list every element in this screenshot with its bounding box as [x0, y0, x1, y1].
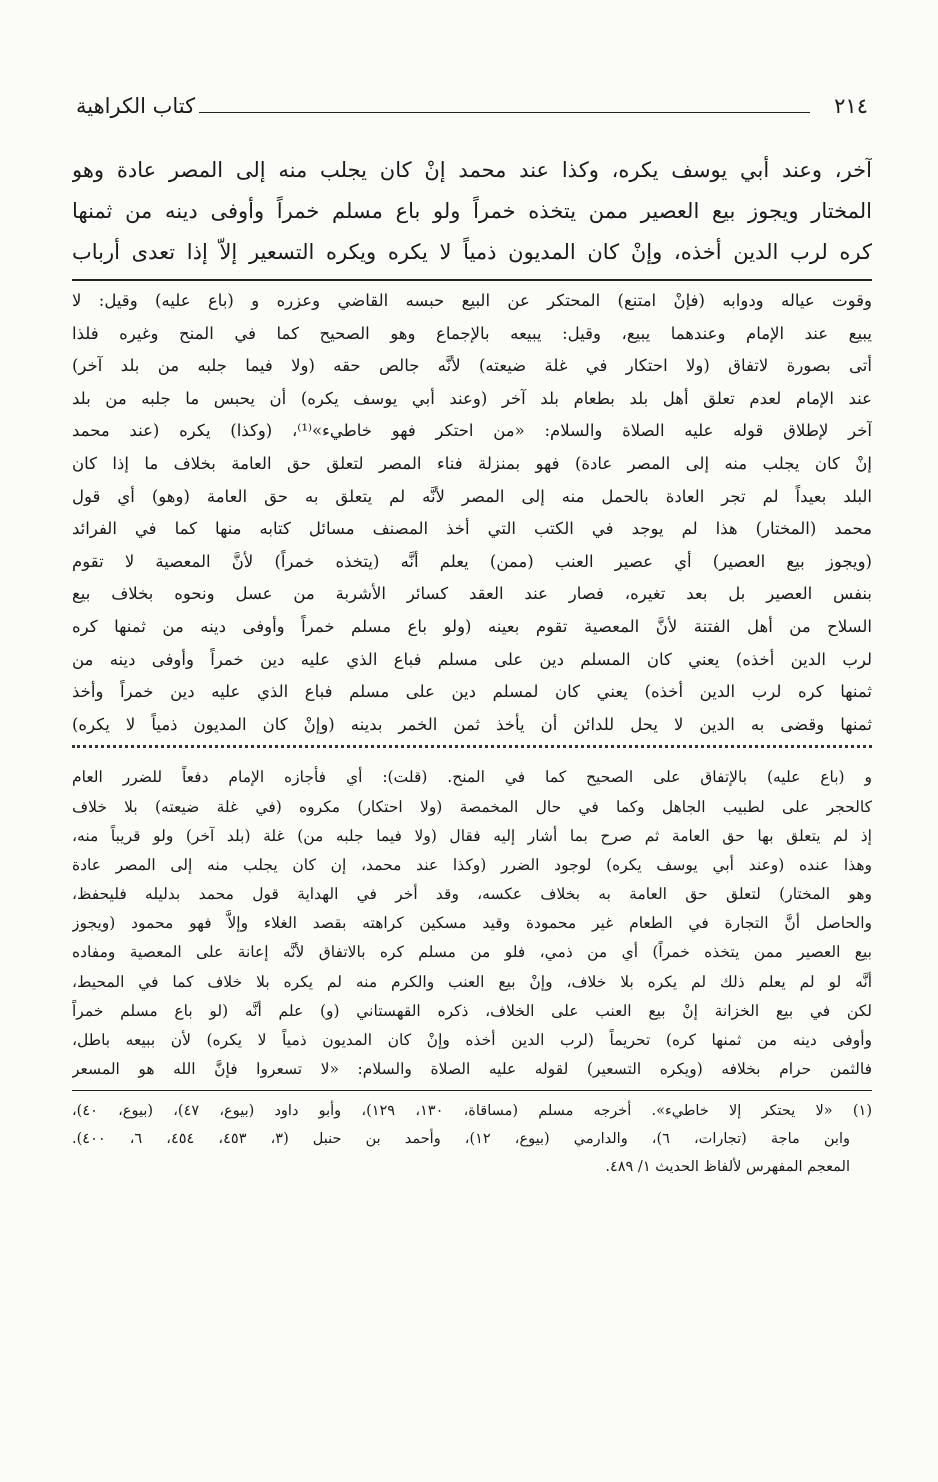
dotted-divider — [72, 741, 872, 763]
book-page — [72, 92, 872, 1181]
marginal-note-line: كالحجر على لطبيب الجاهل وكما في حال المخمصة (ولا احتكار) مكروه (في غلة ضيعته) بلا خلاف — [72, 797, 872, 816]
page-header — [72, 92, 872, 128]
commentary-line: آخر لإطلاق قوله عليه الصلاة والسلام: «من احتكر فهو خاطيء»⁽¹⁾، (وكذا) يكره (عند محمد — [72, 421, 872, 441]
marginal-note-line: و (باع عليه) بالإتفاق على الصحيح كما في المنح. (قلت): أي فأجازه الإمام دفعاً للضرر العام — [72, 768, 872, 787]
marginal-note-line: وهذا عنده (وعند أبي يوسف يكره) لوجود الضرر (وكذا عند محمد، إن كان يجلب منه إلى المصر عادة — [72, 855, 872, 874]
commentary-line: السلاح من أهل الفتنة لأنَّ المعصية تقوم بعينه (ولو باع مسلم خمراً وأوفى دينه من ثمنها كره — [72, 616, 872, 636]
main-text-divider — [72, 279, 872, 281]
marginal-notes — [72, 763, 872, 1084]
marginal-note-line: فالثمن حرام بخلافه (ويكره التسعير) لقوله عليه الصلاة والسلام: «لا تسعروا فإنَّ الله هو المسعر — [72, 1060, 872, 1079]
header-rule — [182, 112, 810, 113]
commentary-line: البلد بعيداً لم تجر العادة بالحمل منه إلى المصر لأنَّه لم يتعلق به حق العامة (وهو) أي قول — [72, 486, 872, 506]
commentary-line: وقوت عياله ودوابه (فإنْ امتنع) المحتكر عن البيع حبسه القاضي وعزره و (باع عليه) وقيل: لا — [72, 291, 872, 310]
footnotes — [72, 1097, 872, 1181]
marginal-note-line: لكن في بيع الخزانة إنْ بيع العنب على الخلاف، ذكره القهستاني (و) علم أنَّه (لو باع مسلم خمراً — [72, 1001, 872, 1020]
footnote-line: (١) «لا يحتكر إلا خاطيء». أخرجه مسلم (مساقاة، ١٣٠، ١٢٩)، وأبو داود (بيوع، ٤٧)، (بيوع، ٤٠)، — [72, 1103, 872, 1120]
page-number: ٢١٤ — [830, 94, 872, 118]
marginal-note-line: إذ لم يتعلق بها حق العامة ثم صرح بما أشار إليه فقال (ولا فيما جلبه من) غلة (بلد آخر) ولو قريباً منه، — [72, 826, 872, 845]
main-text-line: المختار ويجوز بيع العصير ممن يتخذه خمراً ولو باع مسلم خمراً وأوفى دينه من ثمنها — [72, 199, 872, 223]
commentary-line: بنفس العصير بل بعد تغيره، فصار عند العقد كسائر الأشربة من عسل ونحوه بخلاف بيع — [72, 584, 872, 604]
commentary-line: ثمنها وقضى به الدين لا يحل للدائن أن يأخذ ثمن الخمر بدينه (وإنْ كان المديون ذمياً لا يكره) — [72, 714, 872, 734]
marginal-note-line: والحاصل أنَّ التجارة في الطعام غير محمودة وقيد مسكين كراهته بقصد الغلاء وإلاَّ فهو محمود (ويجوز — [72, 914, 872, 933]
marginal-note-line: بيع العصير ممن يتخذه خمراً) أي من ذمي، فلو من مسلم كره بالاتفاق لأنَّه إعانة على المعصية ومفاده — [72, 943, 872, 962]
commentary-line: إنْ كان يجلب منه إلى المصر عادة) فهو بمنزلة فناء المصر لتعلق حق العامة بخلاف ما إذا كان — [72, 453, 872, 473]
commentary-line: محمد (المختار) هذا لم يوجد في الكتب التي أخذ المصنف مسائل كتابه منها كما في الفرائد — [72, 519, 872, 539]
commentary-line: يبيع عند الإمام وعندهما يبيع، وقيل: يبيعه بالإجماع وهو الصحيح كما في المنح وغيره فلذا — [72, 323, 872, 343]
footnote-line: وابن ماجة (تجارات، ٦)، والدارمي (بيوع، ١٢)، وأحمد بن حنبل (٣، ٤٥٣، ٤٥٤، ٦، ٤٠٠). — [72, 1131, 850, 1148]
commentary-line: لرب الدين أخذه) يعني كان المسلم دين على مسلم فباع الذي عليه دين خمراً وأوفى دينه من — [72, 649, 872, 669]
marginal-note-line: وهو المختار) لتعلق حق العامة به بخلاف عكسه، وقد أخر في الهداية قول محمد بدليله فليحفظ، — [72, 885, 872, 904]
commentary-line: ثمنها كره لرب الدين أخذه) يعني كان لمسلم دين على مسلم فباع الذي عليه دين خمراً وأخذ — [72, 682, 872, 702]
commentary-text — [72, 285, 872, 741]
commentary-line: عند الإمام لعدم تعلق أهل بلد بطعام بلد آخر (وعند أبي يوسف يكره) أن يحبس ما جلبه من بلد — [72, 388, 872, 408]
footnote-line: المعجم المفهرس لألفاظ الحديث ١/ ٤٨٩. — [605, 1159, 850, 1176]
footnote-divider — [72, 1090, 872, 1091]
marginal-note-line: أنَّه لو لم يعلم ذلك لم يكره بلا خلاف، وإنْ بيع العنب والكرم منه لم يكره بلا خلاف كما في المحيط، — [72, 972, 872, 991]
main-text-line: آخر، وعند أبي يوسف يكره، وكذا عند محمد إنْ كان يجلب منه إلى المصر عادة وهو — [72, 158, 872, 182]
marginal-note-line: وأوفى دينه من ثمنها كره) تحريماً (لرب الدين أخذه وإنْ كان المديون ذمياً لا يكره) لأن ببيعه باطل، — [72, 1031, 872, 1049]
main-text-line: كره لرب الدين أخذه، وإنْ كان المديون ذمياً لا يكره ويكره التسعير إلاّ إذا تعدى أرباب — [72, 240, 872, 264]
book-title: كتاب الكراهية — [72, 94, 199, 118]
main-text — [72, 150, 872, 273]
commentary-line: أتى بصورة لاتفاق (ولا احتكار في غلة ضيعته) لأنَّه جالص حقه (ولا فيما جلبه من بلد آخر) — [72, 356, 872, 376]
commentary-line: (ويجوز بيع العصير) أي عصير العنب (ممن) يعلم أنَّه (يتخذه خمراً) لأنَّ المعصية لا تقوم — [72, 551, 872, 571]
